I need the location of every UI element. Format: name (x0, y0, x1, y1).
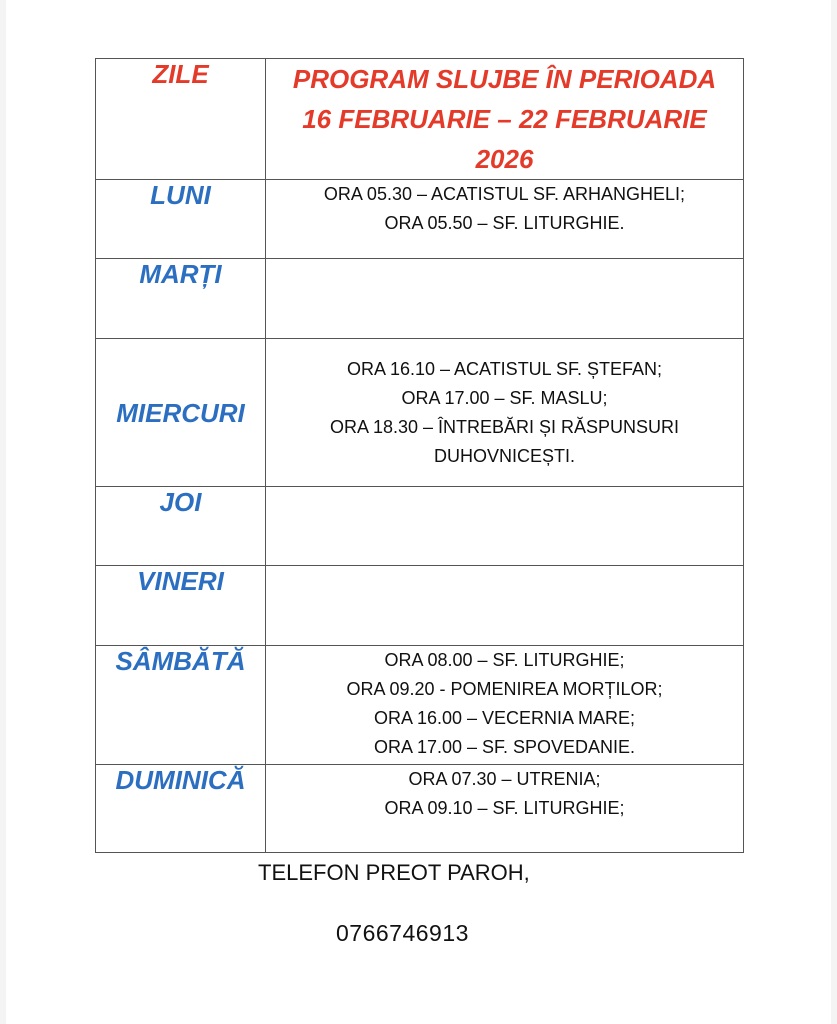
day-cell-miercuri: MIERCURI (96, 339, 266, 487)
table-row (96, 180, 744, 259)
program-line: ORA 09.10 – SF. LITURGHIE; (384, 798, 625, 818)
program-cell-duminica (266, 765, 744, 853)
program-line: DUHOVNICEȘTI. (433, 445, 575, 466)
phone-number: 0766746913 (336, 920, 469, 946)
table-row (96, 487, 744, 566)
program-line: ORA 09.20 - POMENIREA MORȚILOR; (346, 679, 663, 699)
day-cell-vineri: VINERI (96, 566, 266, 646)
day-cell-duminica: DUMINICĂ (96, 765, 266, 853)
program-cell-sambata (266, 646, 744, 765)
table-header-row (96, 59, 744, 180)
table-row (96, 646, 744, 765)
day-cell-luni: LUNI (96, 180, 266, 259)
schedule-title (266, 59, 744, 180)
program-line: ORA 05.50 – SF. LITURGHIE. (384, 213, 625, 233)
program-line: ORA 17.00 – SF. MASLU; (401, 387, 608, 408)
program-line: ORA 05.30 – ACATISTUL SF. ARHANGHELI; (323, 184, 686, 204)
title-line: 2026 (475, 144, 534, 174)
program-cell-luni (266, 180, 744, 259)
days-column-header: ZILE (96, 59, 266, 180)
table-row (96, 765, 744, 853)
program-cell-miercuri (266, 339, 744, 487)
program-cell-marti (266, 259, 744, 339)
program-cell-vineri (266, 566, 744, 646)
day-cell-sambata: SÂMBĂTĂ (96, 646, 266, 765)
title-line: 16 FEBRUARIE – 22 FEBRUARIE (302, 104, 707, 134)
phone-label: TELEFON PREOT PAROH, (258, 860, 530, 885)
program-cell-joi (266, 487, 744, 566)
table-row (96, 566, 744, 646)
program-line: ORA 16.10 – ACATISTUL SF. ȘTEFAN; (346, 358, 663, 379)
day-cell-marti: MARȚI (96, 259, 266, 339)
table-row (96, 259, 744, 339)
schedule-table (95, 58, 744, 853)
program-line: ORA 08.00 – SF. LITURGHIE; (384, 650, 625, 670)
program-line: ORA 18.30 – ÎNTREBĂRI ȘI RĂSPUNSURI (329, 416, 680, 437)
table-row (96, 339, 744, 487)
document-page (6, 0, 831, 1024)
program-line: ORA 07.30 – UTRENIA; (408, 769, 601, 789)
program-line: ORA 17.00 – SF. SPOVEDANIE. (373, 737, 636, 757)
title-line: PROGRAM SLUJBE ÎN PERIOADA (292, 64, 717, 94)
day-cell-joi: JOI (96, 487, 266, 566)
program-line: ORA 16.00 – VECERNIA MARE; (373, 708, 636, 728)
